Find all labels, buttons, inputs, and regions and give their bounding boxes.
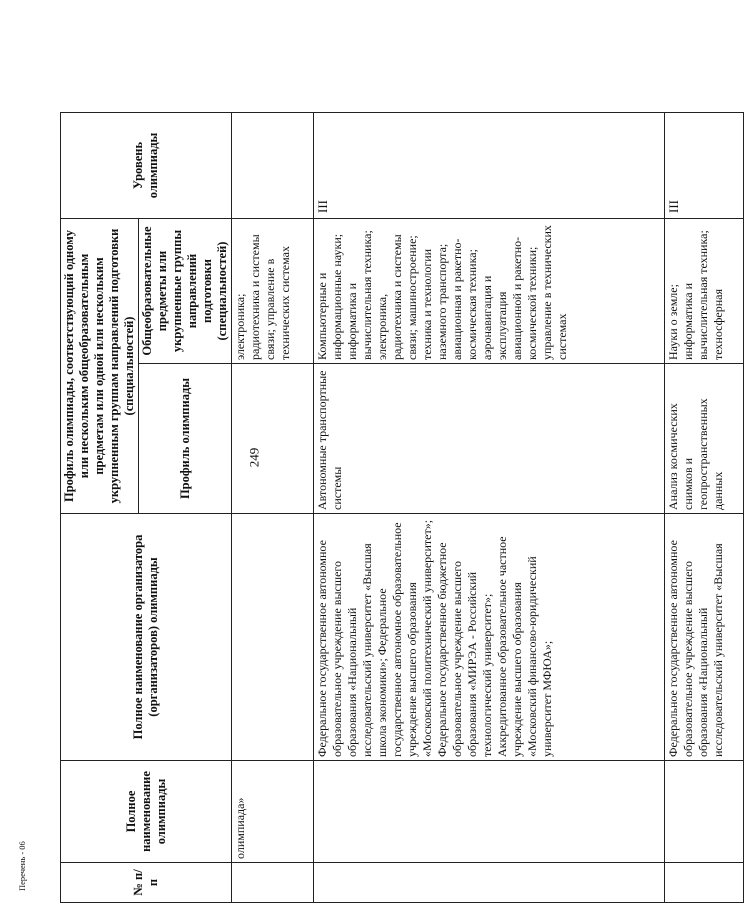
- cell-olympiad-name: [314, 761, 665, 863]
- cell-organizer: Федеральное государственное автономное образовательное учреждение высшего образования «Национальный исследовательский университет «Высшая: [665, 514, 744, 761]
- table-row: [665, 112, 744, 902]
- cell-profile: Анализ космических снимков и геопространственных данных: [665, 364, 744, 514]
- cell-level: III: [665, 112, 744, 218]
- header-level: Уровень олимпиады: [61, 112, 232, 218]
- rotated-page-content: [60, 113, 725, 903]
- cell-olympiad-name: [665, 761, 744, 863]
- cell-profile: [232, 364, 314, 514]
- cell-subjects: электроника; радиотехника и системы связи; управление в технических системах: [232, 218, 314, 363]
- page-number: 249: [246, 447, 262, 468]
- cell-subjects: Компьютерные и информационные науки; информатика и вычислительная техника; электроника, радиотехника и системы связи; машиностроение; техника и технологии наземного транспорта; авиационная и ракетно-космическая техника; аэронавигация и эксплуатация авиационной и ракетно-космической техники; управление в технических системах: [314, 218, 665, 363]
- cell-num: [665, 863, 744, 903]
- header-olympiad-name: Полное наименование олимпиады: [61, 761, 232, 863]
- footer-code: Перечень - 06: [17, 841, 27, 891]
- cell-profile: Автономные транспортные системы: [314, 364, 665, 514]
- header-profile-group: Профиль олимпиады, соответствующий одному или нескольким общеобразовательным предметам или одной или нескольким укрупненным группам направлений подготовки (специальностей): [61, 218, 139, 513]
- cell-olympiad-name: олимпиада»: [232, 761, 314, 863]
- cell-organizer: Федеральное государственное автономное образовательное учреждение высшего образования «Национальный исследовательский университет «Высшая школа экономики»; Федеральное государственное автономное образовательное учреждение высшего образования «Московский политехнический университет»; Федеральное государственное бюджетное образовательное учреждение высшего образования «МИРЭА - Российский технологический университет»; Аккредитованное образовательное частное учреждение высшего образования «Московский финансово-юридический университет МФЮА»;: [314, 514, 665, 761]
- cell-level: [232, 112, 314, 218]
- cell-num: [314, 863, 665, 903]
- header-profile: Профиль олимпиады: [139, 364, 232, 514]
- cell-num: [232, 863, 314, 903]
- table-row: [232, 112, 314, 902]
- header-organizer: Полное наименование организатора (организаторов) олимпиады: [61, 514, 232, 761]
- header-num: № п/п: [61, 863, 232, 903]
- header-subjects: Общеобразовательные предметы или укрупненные группы направлений подготовки (специальностей): [139, 218, 232, 363]
- cell-organizer: [232, 514, 314, 761]
- table-row: [314, 112, 665, 902]
- cell-subjects: Науки о земле; информатика и вычислительная техника; техносферная: [665, 218, 744, 363]
- olympiad-table: [60, 112, 744, 903]
- cell-level: III: [314, 112, 665, 218]
